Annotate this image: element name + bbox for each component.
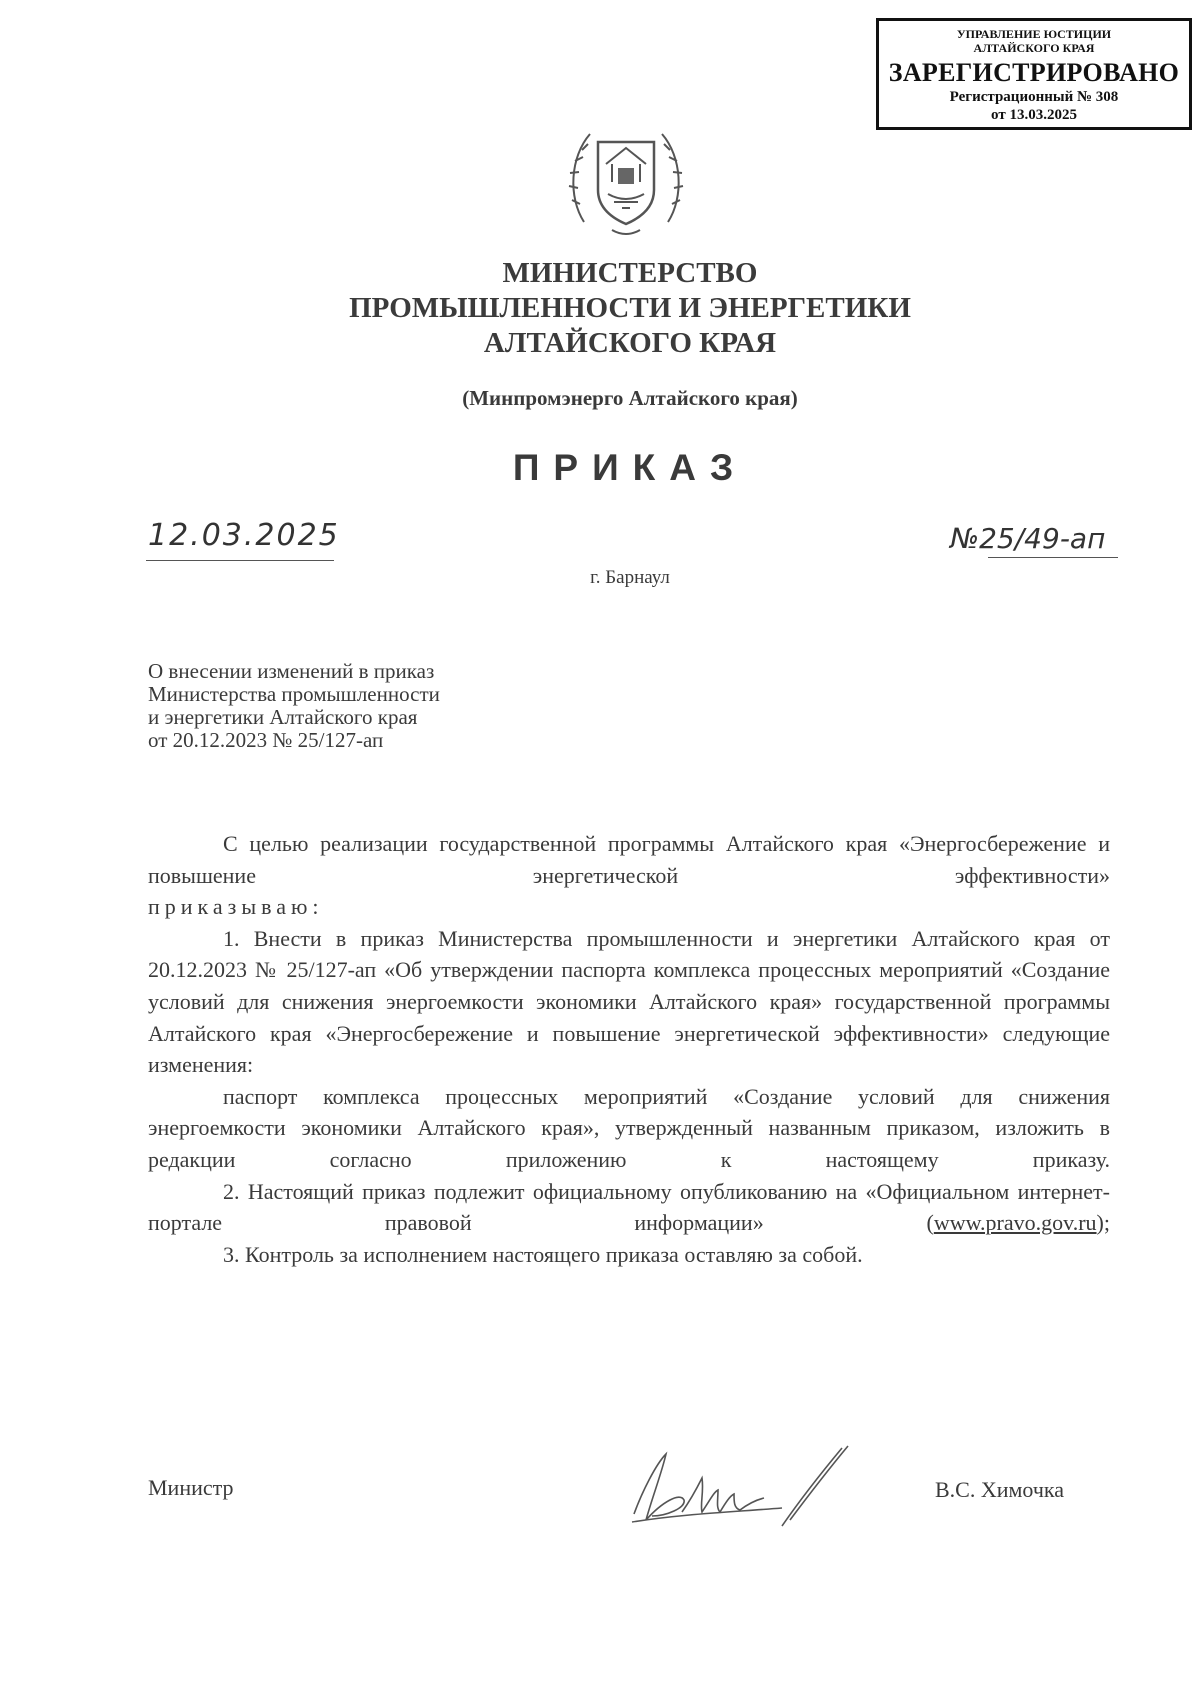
item-2-end: );: [1096, 1210, 1110, 1236]
item-1-change: паспорт комплекса процессных мероприятий «Создание условий для снижения энергоемкости экономики Алтайского края», утвержденный названным приказом, изложить в редакции согласно приложению к настоящему приказу.: [148, 1083, 1110, 1172]
date-underline: [146, 560, 334, 561]
order-date: 12.03.2025: [148, 518, 340, 553]
prikazyvayu: [148, 891, 1110, 923]
number-underline: [988, 557, 1118, 558]
subject-line-3: и энергетики Алтайского края: [148, 705, 418, 729]
prikazyvayu-text: приказываю:: [148, 894, 324, 920]
item-3: 3. Контроль за исполнением настоящего приказа оставляю за собой.: [223, 1241, 863, 1267]
ministry-name: [0, 256, 1200, 361]
item-2-text: 2. Настоящий приказ подлежит официальному опубликованию на «Официальном интернет-портале правовой информации» (: [148, 1178, 1110, 1236]
ministry-short-name: (Минпромэнерго Алтайского края): [462, 386, 798, 410]
ministry-name-line-3: АЛТАЙСКОГО КРАЯ: [483, 327, 777, 359]
subject-line-2: Министерства промышленности: [148, 682, 440, 706]
intro-paragraph: С целью реализации государственной программы Алтайского края «Энергосбережение и повышение энергетической эффективности»: [148, 831, 1110, 888]
order-number: №25/49-ап: [950, 522, 1106, 555]
registration-stamp: [876, 18, 1192, 130]
pravo-link[interactable]: www.pravo.gov.ru: [933, 1210, 1097, 1236]
stamp-reg-number: Регистрационный № 308: [949, 89, 1119, 105]
coat-of-arms-icon: [566, 112, 686, 242]
subject-line-4: от 20.12.2023 № 25/127-ап: [148, 728, 384, 752]
ministry-name-line-2: ПРОМЫШЛЕННОСТИ И ЭНЕРГЕТИКИ: [349, 292, 911, 324]
stamp-org-line-1: УПРАВЛЕНИЕ ЮСТИЦИИ: [956, 27, 1112, 41]
handwritten-signature-icon: [622, 1442, 912, 1532]
order-body: [148, 828, 1110, 1270]
stamp-status: ЗАРЕГИСТРИРОВАНО: [888, 58, 1180, 87]
signatory-name: В.С. Химочка: [935, 1477, 1065, 1502]
stamp-org-line-2: АЛТАЙСКОГО КРАЯ: [973, 41, 1095, 55]
item-2: [148, 1176, 1110, 1239]
order-subject: [148, 660, 440, 752]
stamp-reg-date: от 13.03.2025: [991, 107, 1077, 123]
signatory-title: Министр: [148, 1475, 234, 1500]
ministry-name-line-1: МИНИСТЕРСТВО: [502, 257, 758, 289]
city: г. Барнаул: [590, 567, 670, 588]
document-type: ПРИКАЗ: [512, 447, 748, 488]
subject-line-1: О внесении изменений в приказ: [148, 659, 435, 683]
item-1: 1. Внести в приказ Министерства промышленности и энергетики Алтайского края от 20.12.2023 № 25/127-ап «Об утверждении паспорта комплекса процессных мероприятий «Создание условий для снижения энергоемкости экономики Алтайского края» государственной программы Алтайского края «Энергосбережение и повышение энергетической эффективности» следующие изменения:: [148, 925, 1110, 1078]
